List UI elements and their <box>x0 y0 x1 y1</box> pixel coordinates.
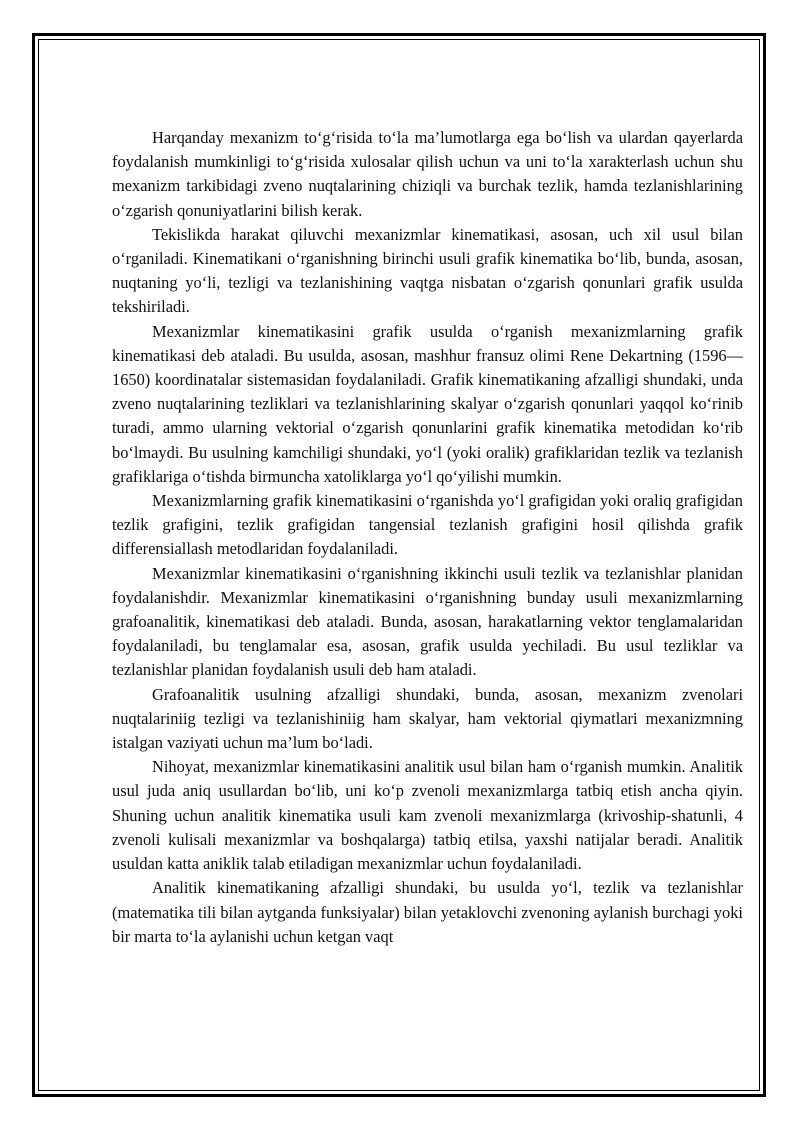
paragraph-1: Harqanday mexanizm to‘g‘risida to‘la ma’lumotlarga ega bo‘lish va ulardan qayerlarda foydalanish mumkinligi to‘g‘risida xulosalar qilish uchun va uni to‘la xarakterlash uchun shu mexanizm tarkibidagi zveno nuqtalarining chiziqli va burchak tezlik, hamda tezlanishlarining o‘zgarish qonuniyatlarini bilish kerak. <box>112 128 743 220</box>
document-body <box>112 126 743 949</box>
paragraph-6: Grafoanalitik usulning afzalligi shundaki, bunda, asosan, mexanizm zvenolari nuqtalariniig tezligi va tezlanishiniig ham skalyar, ham vektorial qiymatlari mexanizmning istalgan vaziyati uchun ma’lum bo‘ladi. <box>112 684 743 753</box>
paragraph-7: Nihoyat, mexanizmlar kinematikasini analitik usul bilan ham o‘rganish mumkin. Analitik usul juda aniq usullardan bo‘lib, uni ko‘p zvenoli mexanizmlarga tatbiq etish ancha qiyin. Shuning uchun analitik kinematika usuli kam zvenoli mexanizmlarga (krivoship-shatunli, 4 zvenoli kulisali mexanizmlar va boshqalarga) tatbiq etilsa, yaxshi natijalar beradi. Analitik usuldan katta aniklik talab etiladigan mexanizmlar uchun foydalaniladi. <box>112 757 743 874</box>
paragraph-4: Mexanizmlarning grafik kinematikasini o‘rganishda yo‘l grafigidan yoki oraliq grafigidan tezlik grafigini, tezlik grafigidan tangensial tezlanish grafigini hosil qilishda grafik differensiallash metodlaridan foydalaniladi. <box>112 491 743 559</box>
paragraph-3: Mexanizmlar kinematikasini grafik usulda o‘rganish mexanizmlarning grafik kinematikasi deb ataladi. Bu usulda, asosan, mashhur fransuz olimi Rene Dekartning (1596—1650) koordinatalar sistemasidan foydalaniladi. Grafik kinematikaning afzalligi shundaki, unda zveno nuqtalarining tezliklari va tezlanishlarining skalyar o‘zgarish qonunlari yaqqol ko‘rinib turadi, ammo ularning vektorial o‘zgarish qonunlarini grafik kinematika metodidan ko‘rib bo‘lmaydi. Bu usulning kamchiligi shundaki, yo‘l (yoki oralik) grafiklaridan tezlik va tezlanish grafiklariga o‘tishda birmuncha xatoliklarga yo‘l qo‘yilishi mumkin. <box>112 321 743 486</box>
paragraph-5: Mexanizmlar kinematikasini o‘rganishning ikkinchi usuli tezlik va tezlanishlar planidan foydalanishdir. Mexanizmlar kinematikasini o‘rganishning bunday usuli mexanizmlarning grafoanalitik, kinematikasi deb ataladi. Bunda, asosan, harakatlarning vektor tenglamalaridan foydalaniladi, bu tenglamalar esa, asosan, grafik usulda yechiladi. Bu usul tezliklar va tezlanishlar planidan foydalanish usuli deb ham ataladi. <box>112 563 743 680</box>
paragraph-8: Analitik kinematikaning afzalligi shundaki, bu usulda yo‘l, tezlik va tezlanishlar (matematika tili bilan aytganda funksiyalar) bilan yetaklovchi zvenoning aylanish burchagi yoki bir marta to‘la aylanishi uchun ketgan vaqt <box>112 878 743 946</box>
paragraph-2: Tekislikda harakat qiluvchi mexanizmlar kinematikasi, asosan, uch xil usul bilan o‘rganiladi. Kinematikani o‘rganishning birinchi usuli grafik kinematika bo‘lib, bunda, asosan, nuqtaning yo‘li, tezligi va tezlanishining vaqtga nisbatan o‘zgarish qonunlari grafik usulda tekshiriladi. <box>112 224 743 317</box>
